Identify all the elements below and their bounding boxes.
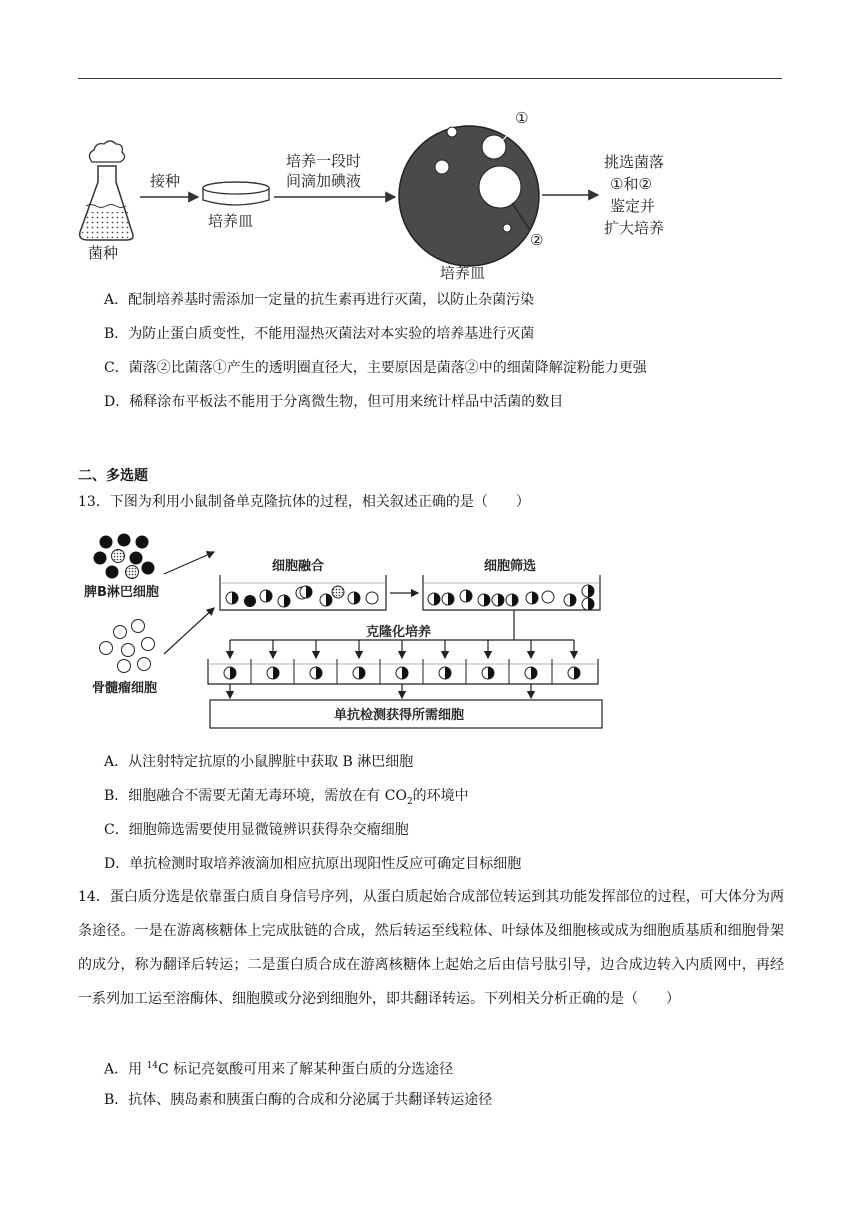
flask-label: 菌种 xyxy=(88,244,119,262)
q14-stem: 14．蛋白质分选是依靠蛋白质自身信号序列，从蛋白质起始合成部位转运到其功能发挥部位的过程，可大体分为两条途径。一是在游离核糖体上完成肽链的合成，然后转运至线粒体、叶绿体及细胞核或成为细胞质基质和细胞骨架的成分，称为翻译后转运；二是蛋白质合成在游离核糖体上起始之后由信号肽引导，边合成边转入内质网中，再经一系列加工运至溶酶体、细胞膜或分泌到细胞外，即共翻译转运。下列相关分析正确的是（ ） xyxy=(78,889,784,1007)
arrow1-label: 接种 xyxy=(150,172,181,190)
fusion-label: 细胞融合 xyxy=(272,559,325,574)
myeloma-label: 骨髓瘤细胞 xyxy=(92,681,158,696)
final-line2: ①和② xyxy=(610,175,652,193)
q14-option-a: A．用 $^{14}$C 标记亮氨酸可用来了解某种蛋白质的分选途径 xyxy=(104,1061,454,1078)
dish-label: 培养皿 xyxy=(208,212,254,230)
q13-option-c: C．细胞筛选需要使用显微镜辨识获得杂交瘤细胞 xyxy=(104,822,409,838)
q13-option-a: A．从注射特定抗原的小鼠脾脏中获取 B 淋巴细胞 xyxy=(104,754,414,770)
q12-option-a: A．配制培养基时需添加一定量的抗生素再进行灭菌，以防止杂菌污染 xyxy=(104,292,535,308)
cloning-wells xyxy=(208,640,598,698)
big-dish-label: 培养皿 xyxy=(440,264,486,282)
detection-label: 单抗检测获得所需细胞 xyxy=(334,708,465,723)
b-cells-label: 脾B淋巴细胞 xyxy=(84,585,159,600)
q12-option-d: D．稀释涂布平板法不能用于分离微生物，但可用来统计样品中活菌的数目 xyxy=(104,394,564,410)
arrow2-line2: 间滴加碘液 xyxy=(286,172,362,190)
flask-icon xyxy=(80,141,133,240)
figure-starch-colony-screening xyxy=(70,100,710,285)
colony-1-marker: ① xyxy=(515,109,529,127)
petri-dish-icon xyxy=(203,182,269,205)
screening-cells xyxy=(428,585,594,610)
q14-option-b: B．抗体、胰岛素和胰蛋白酶的合成和分泌属于共翻译转运途径 xyxy=(104,1092,493,1108)
fusion-cells xyxy=(226,586,378,607)
q12-option-b: B．为防止蛋白质变性，不能用湿热灭菌法对本实验的培养基进行灭菌 xyxy=(104,326,535,342)
myeloma-cells xyxy=(100,620,155,673)
petri-dish-colonies xyxy=(399,125,539,266)
final-line3: 鉴定并 xyxy=(610,197,656,215)
arrow2-line1: 培养一段时 xyxy=(286,152,362,170)
final-line4: 扩大培养 xyxy=(604,219,665,237)
q13-option-b: B．细胞融合不需要无菌无毒环境，需放在有 $CO_2$的环境中 xyxy=(104,788,469,807)
final-line1: 挑选菌落 xyxy=(604,153,665,171)
section-title: 二、多选题 xyxy=(78,468,148,484)
figure-monoclonal-antibody xyxy=(80,528,610,736)
cloning-label: 克隆化培养 xyxy=(366,625,432,640)
screening-label: 细胞筛选 xyxy=(484,559,537,574)
q13-stem: 13．下图为利用小鼠制备单克隆抗体的过程，相关叙述正确的是（ ） xyxy=(78,494,530,510)
colony-2-marker: ② xyxy=(530,231,544,249)
header-rule xyxy=(78,78,782,79)
b-lymphocytes xyxy=(94,534,155,579)
q13-option-d: D．单抗检测时取培养液滴加相应抗原出现阳性反应可确定目标细胞 xyxy=(104,856,522,872)
q12-option-c: C．菌落②比菌落①产生的透明圈直径大，主要原因是菌落②中的细菌降解淀粉能力更强 xyxy=(104,360,647,376)
